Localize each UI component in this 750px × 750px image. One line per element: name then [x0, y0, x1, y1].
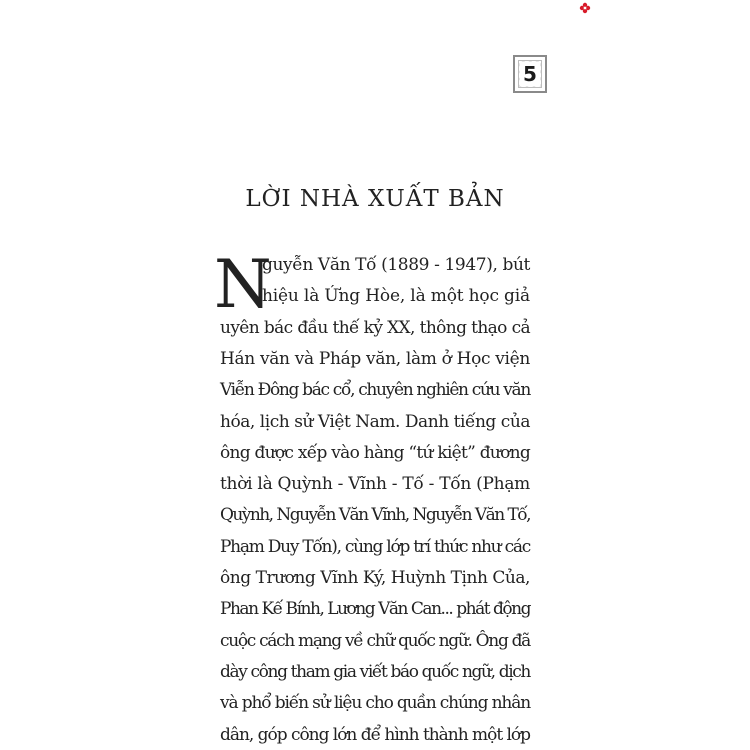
page-title: LỜI NHÀ XUẤT BẢN	[245, 186, 505, 212]
text-line: guyễn Văn Tố (1889 - 1947), bút	[262, 255, 531, 275]
text-line: cuộc cách mạng về chữ quốc ngữ. Ông đã	[220, 631, 530, 651]
text-line: Quỳnh, Nguyễn Văn Vĩnh, Nguyễn Văn Tố,	[220, 505, 530, 525]
text-line: Viễn Đông bác cổ, chuyên nghiên cứu văn	[220, 380, 530, 400]
text-line: dân, góp công lớn để hình thành một lớp	[220, 725, 530, 745]
text-line: Phan Kế Bính, Lương Văn Can... phát động	[220, 599, 530, 619]
text-line: ông được xếp vào hàng “tứ kiệt” đương	[220, 443, 530, 463]
text-line: hiệu là Ứng Hòe, là một học giả	[262, 286, 530, 306]
page-number: 5	[520, 62, 540, 86]
text-line: thời là Quỳnh - Vĩnh - Tố - Tốn (Phạm	[220, 474, 530, 494]
page-number-badge	[513, 55, 547, 93]
drop-cap: N	[214, 246, 272, 323]
text-line: Phạm Duy Tốn), cùng lớp trí thức như các	[220, 537, 530, 557]
text-line: và phổ biến sử liệu cho quần chúng nhân	[220, 693, 530, 713]
text-line: Hán văn và Pháp văn, làm ở Học viện	[220, 349, 530, 369]
text-line: hóa, lịch sử Việt Nam. Danh tiếng của	[220, 412, 530, 432]
text-line: ông Trương Vĩnh Ký, Huỳnh Tịnh Của,	[220, 568, 530, 588]
text-line: uyên bác đầu thế kỷ XX, thông thạo cả	[220, 318, 530, 338]
red-flower-icon	[579, 2, 591, 14]
text-line: dày công tham gia viết báo quốc ngữ, dịch	[220, 662, 530, 682]
